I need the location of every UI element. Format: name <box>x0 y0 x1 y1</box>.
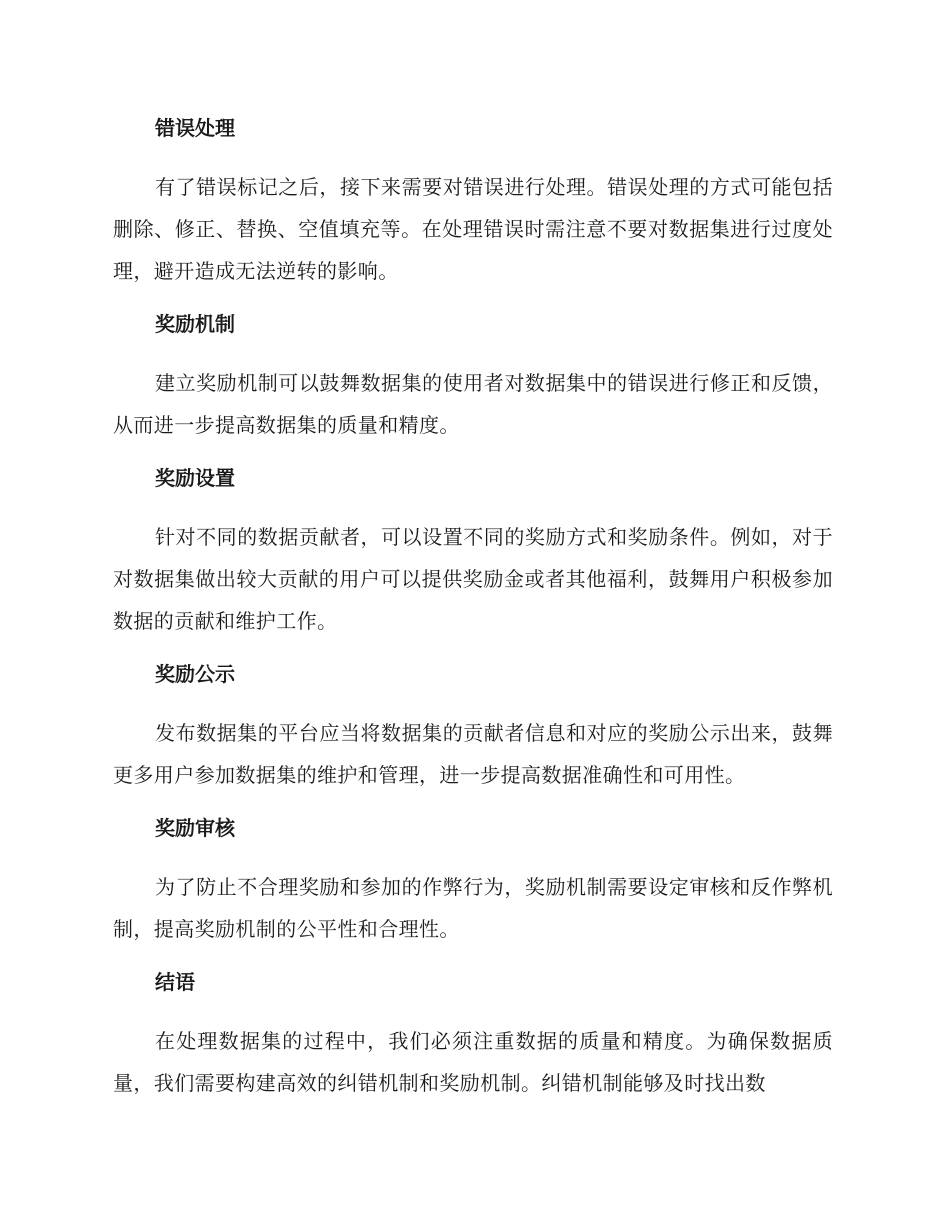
section-reward-announcement <box>113 656 833 796</box>
document-content <box>113 110 833 1118</box>
section-conclusion <box>113 964 833 1104</box>
section-heading: 奖励审核 <box>155 816 235 840</box>
section-reward-mechanism <box>113 306 833 446</box>
section-heading: 结语 <box>155 970 195 994</box>
section-reward-review <box>113 810 833 950</box>
section-heading: 奖励机制 <box>155 312 235 336</box>
section-heading: 奖励设置 <box>155 466 235 490</box>
section-heading: 奖励公示 <box>155 662 235 686</box>
section-paragraph: 建立奖励机制可以鼓舞数据集的使用者对数据集中的错误进行修正和反馈，从而进一步提高数据集的质量和精度。 <box>113 371 833 437</box>
section-paragraph: 有了错误标记之后，接下来需要对错误进行处理。错误处理的方式可能包括删除、修正、替换、空值填充等。在处理错误时需注意不要对数据集进行过度处理，避开造成无法逆转的影响。 <box>113 175 833 283</box>
section-paragraph: 发布数据集的平台应当将数据集的贡献者信息和对应的奖励公示出来，鼓舞更多用户参加数据集的维护和管理，进一步提高数据准确性和可用性。 <box>113 721 833 787</box>
section-paragraph: 针对不同的数据贡献者，可以设置不同的奖励方式和奖励条件。例如，对于对数据集做出较大贡献的用户可以提供奖励金或者其他福利，鼓舞用户积极参加数据的贡献和维护工作。 <box>113 525 833 633</box>
section-paragraph: 为了防止不合理奖励和参加的作弊行为，奖励机制需要设定审核和反作弊机制，提高奖励机制的公平性和合理性。 <box>113 875 833 941</box>
section-reward-settings <box>113 460 833 642</box>
section-heading: 错误处理 <box>155 116 235 140</box>
section-paragraph: 在处理数据集的过程中，我们必须注重数据的质量和精度。为确保数据质量，我们需要构建高效的纠错机制和奖励机制。纠错机制能够及时找出数 <box>113 1029 833 1095</box>
section-error-handling <box>113 110 833 292</box>
